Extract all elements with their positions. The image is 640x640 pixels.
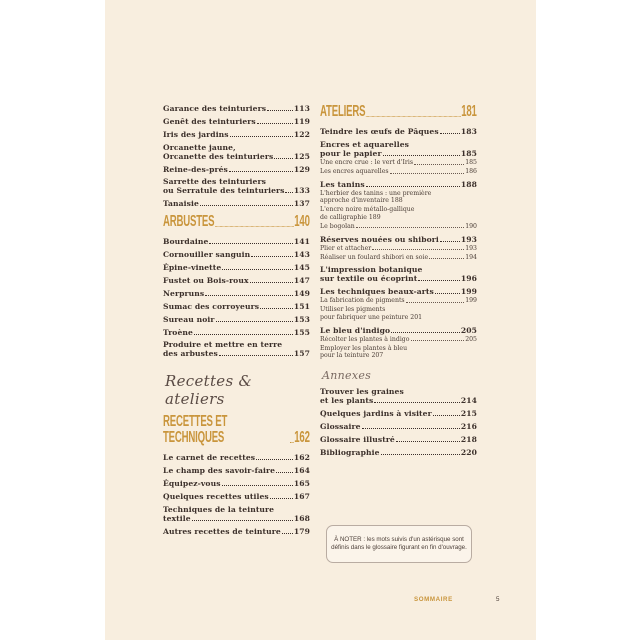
entry-label: Orcanette des teinturiers — [163, 151, 274, 161]
leader-dots — [267, 110, 293, 111]
footer-section-label: SOMMAIRE — [414, 596, 453, 603]
leader-dots — [285, 192, 292, 193]
section-title: ARBUSTES — [163, 213, 215, 231]
entry-page: 165 — [293, 479, 310, 489]
entry-row — [163, 349, 310, 358]
entry-row — [320, 314, 477, 321]
entry-page: 201 — [410, 313, 423, 321]
entry-label: Les techniques beaux-arts — [320, 287, 434, 297]
entry-row — [320, 214, 477, 221]
entry-page: 119 — [293, 116, 310, 126]
leader-dots — [270, 498, 293, 499]
toc-sub-entry[interactable] — [320, 254, 477, 261]
toc-entry[interactable] — [163, 466, 310, 475]
entry-page: 147 — [293, 276, 310, 286]
leader-dots — [356, 227, 464, 228]
entry-label: Le bleu d'indigo — [320, 325, 391, 335]
entry-label-line1: Trouver les graines — [320, 387, 404, 397]
entry-label: Tanaisie — [163, 199, 199, 209]
entry-page: 215 — [460, 409, 477, 419]
section-page: 140 — [294, 213, 310, 231]
toc-entry[interactable] — [163, 130, 310, 139]
leader-dots — [433, 415, 460, 416]
toc-sub-entry[interactable] — [320, 190, 477, 205]
part-title: Recettes & ateliers — [165, 372, 253, 409]
entry-label-line1: L'herbier des tanins : une première — [320, 189, 432, 197]
leader-dots — [257, 123, 293, 124]
toc-entry[interactable] — [320, 387, 477, 405]
entry-page: 189 — [368, 213, 381, 221]
toc-entry[interactable] — [163, 340, 310, 358]
toc-entry[interactable] — [163, 117, 310, 126]
leader-dots — [219, 355, 293, 356]
entry-page: 145 — [293, 263, 310, 273]
entry-label: Les tanins — [320, 179, 365, 189]
entry-label: Récolter les plantes à indigo — [320, 335, 410, 343]
entry-label: pour le papier — [320, 148, 382, 158]
entry-page: 168 — [293, 514, 310, 524]
section-page: 162 — [294, 429, 310, 447]
entry-label: La fabrication de pigments — [320, 297, 405, 305]
entry-page: 141 — [293, 237, 310, 247]
entry-page: 185 — [460, 148, 477, 158]
leader-dots — [435, 293, 460, 294]
toc-entry[interactable] — [320, 435, 477, 444]
entry-page: 167 — [293, 492, 310, 502]
toc-entry[interactable] — [163, 453, 310, 462]
leader-dots — [372, 249, 464, 250]
entry-page: 122 — [293, 129, 310, 139]
section-heading[interactable] — [320, 104, 477, 120]
toc-sub-entry[interactable] — [320, 336, 477, 343]
entry-page: 162 — [293, 453, 310, 463]
toc-entry[interactable] — [163, 492, 310, 501]
entry-row — [320, 396, 477, 405]
entry-row — [320, 197, 477, 204]
leader-dots — [406, 302, 465, 303]
note-box — [326, 525, 472, 563]
entry-label-line1: Orcanette jaune, — [163, 142, 236, 152]
entry-label: pour la teinture — [320, 352, 370, 360]
entry-page: 155 — [293, 327, 310, 337]
toc-entry[interactable] — [320, 140, 477, 158]
entry-page: 220 — [460, 448, 477, 457]
note-text: À NOTER : les mots suivis d'un astérisque sont définis dans le glossaire figurant en fin d'ouvrage. — [331, 535, 467, 551]
toc-entry[interactable] — [163, 177, 310, 195]
entry-label: ou Serratule des teinturiers — [163, 186, 285, 196]
section-title: RECETTES ET TECHNIQUES — [163, 413, 228, 447]
entry-row — [163, 186, 310, 195]
section-heading[interactable] — [163, 414, 310, 446]
leader-dots — [216, 321, 293, 322]
entry-page: 164 — [293, 466, 310, 476]
entry-label: Glossaire — [320, 422, 361, 432]
entry-label: Autres recettes de teinture — [163, 526, 281, 536]
entry-row — [320, 149, 477, 158]
entry-page: 129 — [293, 164, 310, 174]
toc-entry[interactable] — [320, 127, 477, 136]
toc-entry[interactable] — [320, 180, 477, 189]
entry-page: 193 — [465, 244, 477, 252]
toc-entry[interactable] — [320, 265, 477, 283]
toc-sub-entry[interactable] — [320, 306, 477, 321]
entry-label: Quelques recettes utiles — [163, 492, 269, 502]
entry-page: 193 — [460, 234, 477, 244]
entry-row — [163, 152, 310, 161]
entry-page: 188 — [390, 197, 403, 205]
entry-page: 214 — [460, 396, 477, 406]
entry-label: Iris des jardins — [163, 129, 229, 139]
section-heading[interactable] — [163, 214, 310, 230]
toc-sub-entry[interactable] — [320, 297, 477, 304]
leader-dots — [374, 402, 460, 403]
leader-dots — [383, 155, 460, 156]
leader-dots — [290, 442, 294, 443]
leader-dots — [418, 280, 460, 281]
leader-dots — [215, 226, 294, 227]
leader-dots — [381, 454, 460, 455]
section-page: 181 — [461, 103, 477, 120]
leader-dots — [440, 133, 460, 134]
entry-page: 196 — [460, 274, 477, 284]
leader-dots — [366, 116, 461, 117]
toc-entry[interactable] — [163, 199, 310, 208]
leader-dots — [194, 334, 293, 335]
entry-label-line1: L'encre noire métallo-gallique — [320, 206, 415, 214]
leader-dots — [276, 472, 293, 473]
entry-page: 194 — [465, 253, 477, 261]
entry-page: 183 — [460, 127, 477, 136]
entry-label: Sureau noir — [163, 314, 215, 324]
toc-sub-entry[interactable] — [320, 168, 477, 175]
entry-page: 137 — [293, 199, 310, 209]
leader-dots — [200, 205, 293, 206]
entry-label: Genêt des teinturiers — [163, 116, 256, 126]
entry-page: 151 — [293, 301, 310, 311]
section-title: ATELIERS — [320, 103, 366, 120]
leader-dots — [366, 186, 460, 187]
entry-label-line1: Techniques de la teinture — [163, 505, 275, 515]
entry-label: Glossaire illustré — [320, 435, 395, 445]
entry-label: et les plants — [320, 396, 374, 406]
leader-dots — [414, 164, 464, 165]
leader-dots — [222, 485, 293, 486]
entry-page: 179 — [293, 526, 310, 536]
entry-label: approche d'inventaire — [320, 197, 389, 205]
leader-dots — [209, 243, 292, 244]
toc-entry[interactable] — [163, 143, 310, 161]
entry-label: Réaliser un foulard shibori en soie — [320, 253, 429, 261]
book-page — [105, 0, 536, 640]
entry-page: 205 — [465, 335, 477, 343]
entry-page: 153 — [293, 314, 310, 324]
leader-dots — [390, 173, 465, 174]
toc-sub-entry[interactable] — [320, 345, 477, 360]
entry-label: de calligraphie — [320, 213, 367, 221]
entry-label-line1: Encres et aquarelles — [320, 139, 410, 149]
toc-sub-entry[interactable] — [320, 159, 477, 166]
entry-page: 190 — [465, 222, 477, 230]
entry-page: 199 — [460, 287, 477, 297]
entry-page: 186 — [465, 167, 477, 175]
toc-entry[interactable] — [163, 165, 310, 174]
entry-label: Troène — [163, 327, 193, 337]
leader-dots — [230, 136, 293, 137]
entry-page: 133 — [293, 186, 310, 196]
toc-entry[interactable] — [163, 250, 310, 259]
toc-entry[interactable] — [163, 505, 310, 523]
entry-page: 199 — [465, 297, 477, 305]
toc-entry[interactable] — [320, 326, 477, 335]
toc-entry[interactable] — [163, 328, 310, 337]
entry-label: sur textile ou écoprint — [320, 274, 418, 284]
toc-sub-entry[interactable] — [320, 223, 477, 230]
leader-dots — [429, 258, 464, 259]
entry-label: Une encre crue : le vert d'Iris — [320, 158, 414, 166]
leader-dots — [362, 428, 460, 429]
leader-dots — [411, 340, 465, 341]
entry-label: Fustet ou Bois-roux — [163, 276, 249, 286]
entry-label: Sumac des corroyeurs — [163, 301, 260, 311]
entry-label: Équipez-vous — [163, 479, 221, 489]
leader-dots — [260, 308, 293, 309]
entry-label: Plier et attacher — [320, 244, 372, 252]
entry-label: Épine-vinette — [163, 263, 222, 273]
entry-label: Garance des teinturiers — [163, 104, 267, 113]
toc-entry[interactable] — [320, 422, 477, 431]
entry-page: 149 — [293, 288, 310, 298]
entry-label: Bourdaine — [163, 237, 209, 247]
toc-entry[interactable] — [163, 237, 310, 246]
toc-sub-entry[interactable] — [320, 206, 477, 221]
toc-entry[interactable] — [320, 448, 477, 457]
entry-label: Cornouiller sanguin — [163, 250, 251, 260]
entry-label-line1: Utiliser les pigments — [320, 306, 386, 314]
entry-label: Le carnet de recettes — [163, 453, 256, 463]
entry-label: Le bogolan — [320, 222, 355, 230]
leader-dots — [256, 459, 293, 460]
entry-page: 188 — [460, 179, 477, 189]
toc-entry[interactable] — [163, 263, 310, 272]
toc-right-column — [320, 104, 477, 461]
entry-page: 205 — [460, 325, 477, 335]
toc-entry[interactable] — [163, 302, 310, 311]
toc-entry[interactable] — [320, 235, 477, 244]
entry-row — [320, 274, 477, 283]
entry-page: 157 — [293, 349, 310, 359]
entry-label: Bibliographie — [320, 448, 380, 457]
leader-dots — [282, 533, 293, 534]
leader-dots — [192, 520, 293, 521]
toc-entry[interactable] — [163, 104, 310, 113]
leader-dots — [391, 332, 460, 333]
entry-label: Reine-des-prés — [163, 164, 228, 174]
entry-label: Quelques jardins à visiter — [320, 409, 432, 419]
footer-page-number: 5 — [496, 596, 500, 603]
entry-page: 185 — [465, 158, 477, 166]
entry-page: 216 — [460, 422, 477, 432]
leader-dots — [274, 158, 293, 159]
entry-label: Teindre les œufs de Pâques — [320, 127, 439, 136]
leader-dots — [205, 295, 293, 296]
entry-label-line1: Sarrette des teinturiers — [163, 177, 266, 187]
entry-page: 113 — [293, 104, 310, 113]
entry-page: 125 — [293, 151, 310, 161]
entry-page: 218 — [460, 435, 477, 445]
toc-entry[interactable] — [163, 527, 310, 536]
entry-row — [320, 352, 477, 359]
entry-label-line1: L'impression botanique — [320, 265, 423, 275]
entry-row — [163, 514, 310, 523]
toc-entry[interactable] — [320, 287, 477, 296]
leader-dots — [250, 282, 293, 283]
toc-entry[interactable] — [320, 409, 477, 418]
leader-dots — [222, 269, 293, 270]
leader-dots — [440, 241, 460, 242]
entry-label-line1: Employer les plantes à bleu — [320, 344, 408, 352]
annexes-title: Annexes — [322, 369, 372, 383]
entry-label: pour fabriquer une peinture — [320, 313, 409, 321]
entry-page: 143 — [293, 250, 310, 260]
entry-label: Nerpruns — [163, 288, 205, 298]
entry-label: Les encres aquarelles — [320, 167, 389, 175]
toc-left-column — [163, 104, 310, 540]
leader-dots — [396, 441, 460, 442]
toc-entry[interactable] — [163, 276, 310, 285]
entry-label: Le champ des savoir-faire — [163, 466, 276, 476]
entry-label: des arbustes — [163, 349, 218, 359]
leader-dots — [229, 171, 293, 172]
toc-sub-entry[interactable] — [320, 245, 477, 252]
entry-label: textile — [163, 514, 191, 524]
toc-entry[interactable] — [163, 289, 310, 298]
toc-entry[interactable] — [163, 315, 310, 324]
entry-label-line1: Produire et mettre en terre — [163, 340, 283, 350]
leader-dots — [251, 256, 293, 257]
toc-entry[interactable] — [163, 479, 310, 488]
entry-label: Réserves nouées ou shibori — [320, 234, 439, 244]
entry-page: 207 — [371, 352, 384, 360]
